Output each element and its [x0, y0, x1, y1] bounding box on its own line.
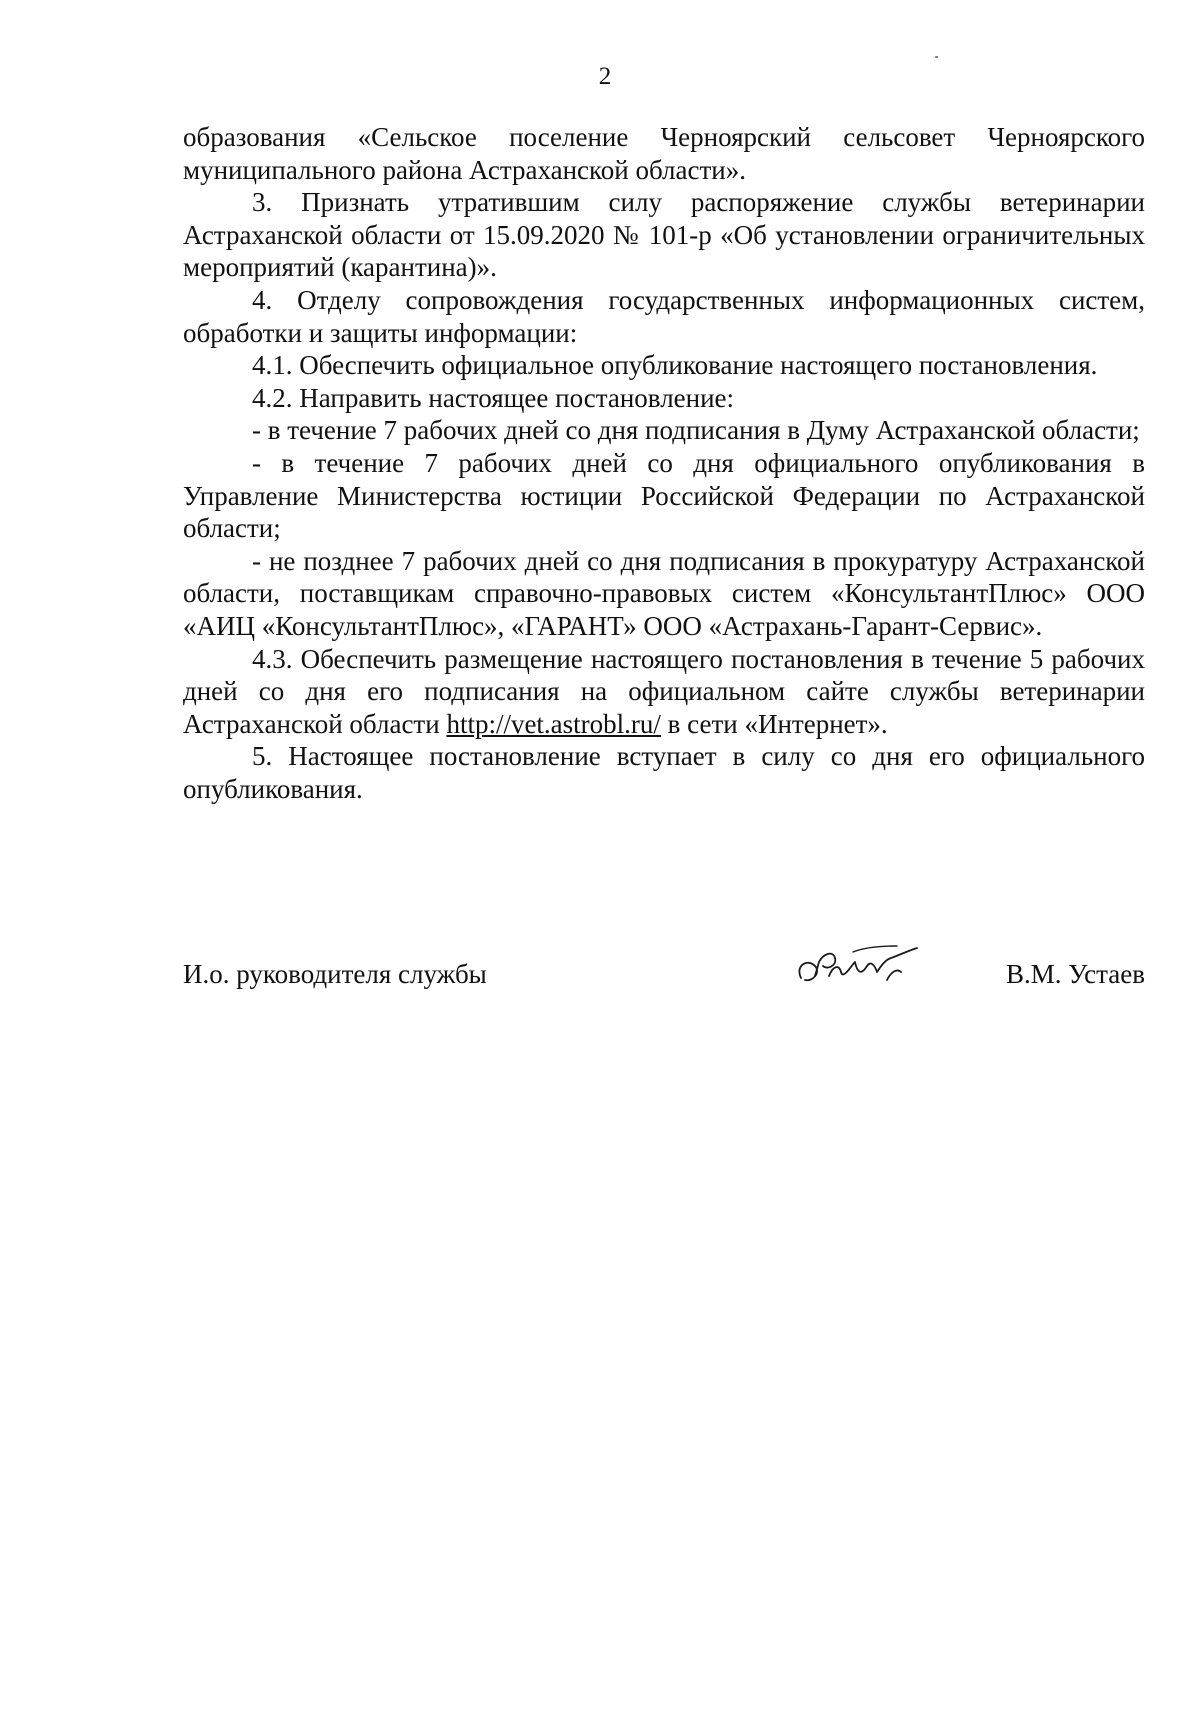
signature-block [183, 958, 1145, 1018]
document-body [183, 121, 1145, 805]
paragraph-4-3 [183, 643, 1145, 741]
signatory-title: И.о. руководителя службы [183, 959, 487, 989]
paragraph-5: 5. Настоящее постановление вступает в силу со дня его официального опубликования. [183, 741, 1145, 804]
paragraph-continuation: образования «Сельское поселение Черноярский сельсовет Черноярского муниципального района Астраханской области». [183, 122, 1145, 185]
paragraph-4-2-item-duma: - в течение 7 рабочих дней со дня подписания в Думу Астраханской области; [252, 415, 1140, 446]
paragraph-4-2: 4.2. Направить настоящее постановление: [252, 382, 735, 413]
handwritten-signature [793, 936, 943, 996]
paragraph-4-1: 4.1. Обеспечить официальное опубликование настоящего постановления. [252, 350, 1098, 381]
paragraph-4-3-tail: в сети «Интернет». [660, 708, 888, 739]
paragraph-4: 4. Отделу сопровождения государственных информационных систем, обработки и защиты информации: [183, 284, 1145, 348]
scan-artifact [935, 56, 938, 58]
paragraph-4-2-item-justice: - в течение 7 рабочих дней со дня официального опубликования в Управление Министерства юстиции Российской Федерации по Астраханской области; [183, 447, 1145, 544]
paragraph-4-3-text: 4.3. Обеспечить размещение настоящего постановления в течение 5 рабочих дней со дня его подписания на официальном сайте службы ветеринарии Астраханской области [183, 643, 1145, 739]
paragraph-3: 3. Признать утратившим силу распоряжение службы ветеринарии Астраханской области от 15.09.2020 № 101-р «Об установлении ограничительных мероприятий (карантина)». [183, 187, 1145, 283]
page-number: 2 [598, 63, 612, 90]
signatory-name: В.М. Устаев [1006, 959, 1145, 989]
paragraph-4-2-item-prosecutor: - не позднее 7 рабочих дней со дня подписания в прокуратуру Астраханской области, поставщикам справочно-правовых систем «КонсультантПлюс» ООО «АИЦ «КонсультантПлюс», «ГАРАНТ» ООО «Астрахань-Гарант-Сервис». [183, 545, 1145, 641]
website-link[interactable]: http://vet.astrobl.ru/ [446, 708, 661, 739]
